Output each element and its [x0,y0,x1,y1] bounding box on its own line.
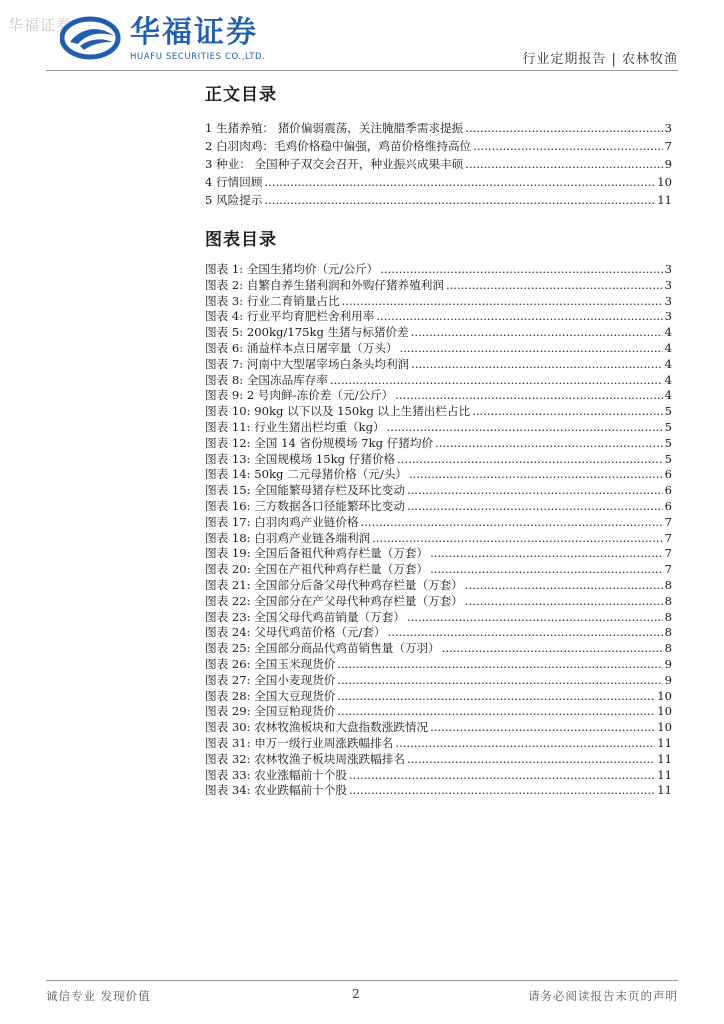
figure-entry[interactable] [205,594,672,610]
figure-entry-page: 11 [657,783,672,798]
figure-entry-label: 图表 23: 全国父母代鸡苗销量（万套） [205,609,405,624]
figure-entry[interactable] [205,783,672,799]
toc-entry-label: 1 生猪养殖： 猪价偏弱震荡，关注腌腊季需求提振 [205,121,464,135]
toc-entry-label: 2 白羽肉鸡：毛鸡价格稳中偏强，鸡苗价格维持高位 [205,139,472,153]
figure-entry-label: 图表 10: 90kg 以下以及 150kg 以上生猪出栏占比 [205,404,471,419]
toc-entry[interactable] [205,191,672,209]
figure-entry-page: 5 [664,404,672,419]
figure-entry[interactable] [205,499,672,515]
figure-entry[interactable] [205,309,672,325]
figure-entry-page: 6 [664,498,672,513]
figure-entry-page: 11 [657,751,672,766]
figure-entry-page: 9 [664,656,672,671]
figure-entry[interactable] [205,325,672,341]
figure-entry-page: 4 [664,388,672,403]
figure-entry[interactable] [205,373,672,389]
leader-dots [407,483,663,499]
figure-entry-page: 9 [664,672,672,687]
leader-dots [407,752,655,768]
figure-entry-label: 图表 9: 2 号肉鲜-冻价差（元/公斤） [205,388,394,403]
company-logo-en: HUAFU SECURITIES CO.,LTD. [130,52,266,62]
figure-entry-label: 图表 28: 全国大豆现货价 [205,688,336,703]
figure-entry-label: 图表 25: 全国部分商品代鸡苗销售量（万羽） [205,641,440,656]
leader-dots [442,641,663,657]
figure-entry[interactable] [205,768,672,784]
figure-entry-label: 图表 13: 全国规模场 15kg 仔猪价格 [205,451,396,466]
figure-entry-label: 图表 29: 全国豆粕现货价 [205,704,336,719]
footer-divider [46,980,678,981]
figure-entry-page: 3 [664,262,672,276]
toc-entry-page: 10 [657,175,672,189]
figure-entry-page: 4 [664,372,672,387]
leader-dots [349,783,655,799]
footer-slogan: 诚信专业 发现价值 [46,989,151,1003]
figure-entry-label: 图表 12: 全国 14 省份规模场 7kg 仔猪均价 [205,435,434,450]
figure-entry[interactable] [205,262,672,278]
figure-list [205,262,672,799]
figure-entry-page: 11 [657,735,672,750]
leader-dots [465,578,663,594]
figure-entry[interactable] [205,562,672,578]
figure-entry-label: 图表 6: 涌益样本点日屠宰量（万头） [205,340,398,355]
figure-entry-label: 图表 27: 全国小麦现货价 [205,672,336,687]
figure-entry-page: 7 [664,562,672,577]
leader-dots [395,388,662,404]
leader-dots [376,309,662,325]
figure-entry[interactable] [205,420,672,436]
leader-dots [411,357,662,373]
company-logo-icon [60,16,124,60]
leader-dots [430,546,662,562]
toc-entry-page: 9 [664,157,672,171]
figure-entry[interactable] [205,388,672,404]
leader-dots [407,499,663,515]
report-category: 行业定期报告 | 农林牧渔 [522,52,678,67]
toc-entry-label: 3 种业： 全国种子双交会召开，种业振兴成果丰硕 [205,157,464,171]
page-number: 2 [352,987,360,1001]
figure-entry-page: 8 [664,609,672,624]
leader-dots [473,137,662,155]
figure-entry-label: 图表 24: 父母代鸡苗价格（元/套） [205,625,386,640]
company-logo-cn: 华福证券 [130,15,258,50]
figure-entry[interactable] [205,704,672,720]
figure-entry-label: 图表 22: 全国部分在产父母代种鸡存栏量（万套） [205,593,463,608]
toc-list [205,119,672,209]
figure-entry-label: 图表 14: 50kg 二元母猪价格（元/头） [205,467,407,482]
figure-entry-label: 图表 7: 河南中大型屠宰场白条头均利润 [205,356,410,371]
leader-dots [472,404,662,420]
figure-entry[interactable] [205,578,672,594]
leader-dots [430,720,655,736]
figure-entry[interactable] [205,531,672,547]
figure-entry-page: 7 [664,546,672,561]
leader-dots [380,262,662,278]
leader-dots [430,562,662,578]
toc-title: 正文目录 [205,85,277,105]
figure-entry-label: 图表 34: 农业跌幅前十个股 [205,783,347,798]
figure-entry-page: 7 [664,530,672,545]
figure-entry[interactable] [205,467,672,483]
figure-entry[interactable] [205,752,672,768]
figure-entry-label: 图表 1: 全国生猪均价（元/公斤） [205,262,379,276]
figure-entry-label: 图表 16: 三方数据各口径能繁环比变动 [205,498,405,513]
figure-entry-page: 6 [664,483,672,498]
figure-entry-page: 8 [664,641,672,656]
leader-dots [446,278,663,294]
figure-entry-label: 图表 33: 农业涨幅前十个股 [205,767,347,782]
figure-entry-page: 8 [664,577,672,592]
figure-entry-label: 图表 30: 农林牧渔板块和大盘指数涨跌情况 [205,720,429,735]
toc-entry-page: 7 [664,139,672,153]
figure-entry[interactable] [205,546,672,562]
leader-dots [361,515,663,531]
figure-entry-label: 图表 3: 行业二育销量占比 [205,293,340,308]
header-divider [46,70,678,71]
figure-entry[interactable] [205,452,672,468]
company-logo [60,14,280,66]
leader-dots [435,436,663,452]
figure-entry-label: 图表 26: 全国玉米现货价 [205,656,336,671]
leader-dots [397,452,662,468]
figure-entry[interactable] [205,278,672,294]
toc-entry-label: 5 风险提示 [205,193,263,207]
leader-dots [337,673,662,689]
figure-entry-label: 图表 17: 白羽肉鸡产业链价格 [205,514,359,529]
leader-dots [349,768,655,784]
leader-dots [337,689,655,705]
footer-disclaimer: 请务必阅读报告末页的声明 [528,989,678,1003]
figure-entry-label: 图表 8: 全国冻品库存率 [205,372,328,387]
leader-dots [465,155,662,173]
toc-entry[interactable] [205,173,672,191]
figure-entry-label: 图表 31: 申万一级行业周涨跌幅排名 [205,735,394,750]
figure-entry-page: 5 [664,435,672,450]
figure-entry-page: 7 [664,514,672,529]
figure-entry-page: 3 [664,309,672,324]
leader-dots [342,294,663,310]
toc-entry-label: 4 行情回顾 [205,175,263,189]
figure-entry[interactable] [205,483,672,499]
figure-entry[interactable] [205,625,672,641]
figure-entry-page: 5 [664,419,672,434]
figure-entry[interactable] [205,689,672,705]
leader-dots [411,325,663,341]
figure-entry-label: 图表 18: 白羽鸡产业链各端利润 [205,530,371,545]
figure-entry-page: 3 [664,293,672,308]
toc-entry[interactable] [205,155,672,173]
figure-entry[interactable] [205,736,672,752]
leader-dots [264,173,655,191]
figure-entry-page: 4 [664,325,672,340]
figure-entry-page: 4 [664,340,672,355]
toc-entry[interactable] [205,137,672,155]
leader-dots [330,373,663,389]
figure-entry[interactable] [205,357,672,373]
figure-entry-page: 5 [664,451,672,466]
leader-dots [465,594,663,610]
leader-dots [395,736,655,752]
figure-entry[interactable] [205,294,672,310]
leader-dots [264,191,655,209]
figure-entry-label: 图表 20: 全国在产祖代种鸡存栏量（万套） [205,562,429,577]
figure-entry[interactable] [205,641,672,657]
leader-dots [400,341,663,357]
figure-entry-page: 3 [664,277,672,292]
leader-dots [387,420,663,436]
figure-entry[interactable] [205,404,672,420]
figure-entry[interactable] [205,673,672,689]
figure-entry-label: 图表 5: 200kg/175kg 生猪与标猪价差 [205,325,409,340]
leader-dots [337,704,655,720]
leader-dots [337,657,662,673]
figure-entry-label: 图表 32: 农林牧渔子板块周涨跌幅排名 [205,751,405,766]
figure-entry-page: 8 [664,593,672,608]
toc-entry-page: 11 [657,193,672,207]
figure-entry-page: 4 [664,356,672,371]
leader-dots [409,467,663,483]
figure-entry-label: 图表 21: 全国部分后备父母代种鸡存栏量（万套） [205,577,463,592]
figure-list-title: 图表目录 [205,230,277,250]
figure-entry-label: 图表 11: 行业生猪出栏均重（kg） [205,419,385,434]
figure-entry[interactable] [205,515,672,531]
figure-entry-page: 8 [664,625,672,640]
figure-entry-page: 10 [657,704,672,719]
toc-entry-page: 3 [664,121,672,135]
figure-entry-label: 图表 2: 自繁自养生猪利润和外购仔猪养殖利润 [205,277,444,292]
figure-entry-page: 10 [657,720,672,735]
figure-entry[interactable] [205,657,672,673]
figure-entry[interactable] [205,436,672,452]
watermark-text: 华福证券 [8,16,73,34]
figure-entry[interactable] [205,720,672,736]
figure-entry[interactable] [205,341,672,357]
leader-dots [407,610,663,626]
figure-entry-label: 图表 4: 行业平均育肥栏舍利用率 [205,309,375,324]
figure-entry-page: 6 [664,467,672,482]
figure-entry[interactable] [205,610,672,626]
figure-entry-label: 图表 19: 全国后备祖代种鸡存栏量（万套） [205,546,429,561]
figure-entry-page: 10 [657,688,672,703]
figure-entry-label: 图表 15: 全国能繁母猪存栏及环比变动 [205,483,405,498]
leader-dots [465,119,662,137]
leader-dots [372,531,662,547]
figure-entry-page: 11 [657,767,672,782]
toc-entry[interactable] [205,119,672,137]
leader-dots [388,625,663,641]
